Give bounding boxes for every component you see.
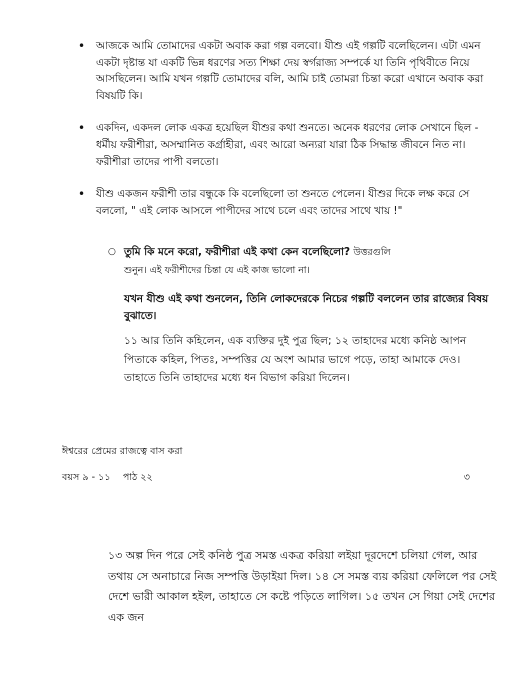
footer-title: ঈশ্বরের প্রেমের রাজত্বে বাস করা bbox=[62, 446, 183, 457]
bullet-item: • যীশু একজন ফরীশী তার বন্ধুকে কি বলেছিলো তা শুনতে পেলেন। যীশুর দিকে লক্ষ করে সে বললো, " এই লোক আসলে পাপীদের সাথে চলে এবং তাদের সাথে খায় !" bbox=[78, 186, 488, 219]
question-text: তুমি কি মনে করো, ফরীশীরা এই কথা কেন বলেছিলো? bbox=[124, 246, 351, 258]
bullet-item: • একদিন, একদল লোক একত্র হয়েছিল যীশুর কথা শুনতে। অনেক ধরণের লোক সেখানে ছিল - ধর্মীয় ফরীশীরা, অসম্মানিত কর্গ্রাহীরা, এবং আরো অন্যরা যারা ঠিক সিদ্ধান্ত জীবনে নিত না। ফরীশীরা তাদের পাপী বলতো। bbox=[78, 120, 488, 170]
bullet-item: • আজকে আমি তোমাদের একটা অবাক করা গল্প বলবো। যীশু এই গল্পটি বলেছিলেন। এটা এমন একটা দৃষ্টান্ত যা একটি ভিন্ন ধরণের সত্য শিক্ষা দেয় স্বর্গরাজ্য সম্পর্কে যা তিনি পৃথিবীতে নিয়ে আসছিলেন। আমি যখন গল্পটি তোমাদের বলি, আমি চাই তোমরা চিন্তা করো এখানে অবাক করা বিষয়টি কি। bbox=[78, 38, 488, 104]
page-number: ৩ bbox=[463, 472, 470, 483]
lower-scripture: ১৩ অল্প দিন পরে সেই কনিষ্ঠ পুত্র সমস্ত একত্র করিয়া লইয়া দূরদেশে চলিয়া গেল, আর তথায় সে অনাচারে নিজ সম্পত্তি উড়াইয়া দিল। ১৪ সে সমস্ত ব্যয় করিয়া ফেলিলে পর সেই দেশে ভারী আকাল হইল, তাহাতে সে কষ্টে পড়িতে লাগিল। ১৫ তখন সে গিয়া সেই দেশের এক জন bbox=[108, 549, 497, 624]
bullet-list bbox=[78, 38, 488, 235]
scripture-paragraph: ১১ আর তিনি কহিলেন, এক ব্যক্তির দুই পুত্র ছিল; ১২ তাহাদের মধ্যে কনিষ্ঠ আপন পিতাকে কহিল, পিতঃ, সম্পত্তির যে অংশ আমার ভাগে পড়ে, তাহা আমাকে দেও। তাহাতে তিনি তাহাদের মধ্যে ধন বিভাগ করিয়া দিলেন। bbox=[124, 335, 467, 385]
footer-row bbox=[62, 471, 470, 486]
sub-section bbox=[108, 244, 490, 388]
bold-paragraph: যখন যীশু এই কথা শুনলেন, তিনি লোকদেরকে নিচের গল্পটি বললেন তার রাজ্যের বিষয় বুঝাতে। bbox=[124, 293, 489, 322]
sub-question bbox=[108, 244, 490, 279]
footer-age: বয়স ৯ - ১১ bbox=[62, 472, 111, 483]
answer-text: উত্তরগুলি bbox=[353, 247, 391, 258]
footer-lesson: পাঠ ২২ bbox=[122, 472, 153, 483]
answer-text: শুনুন। এই ফরীশীদের চিন্তা যে এই কাজ ভালো না। bbox=[124, 264, 310, 276]
